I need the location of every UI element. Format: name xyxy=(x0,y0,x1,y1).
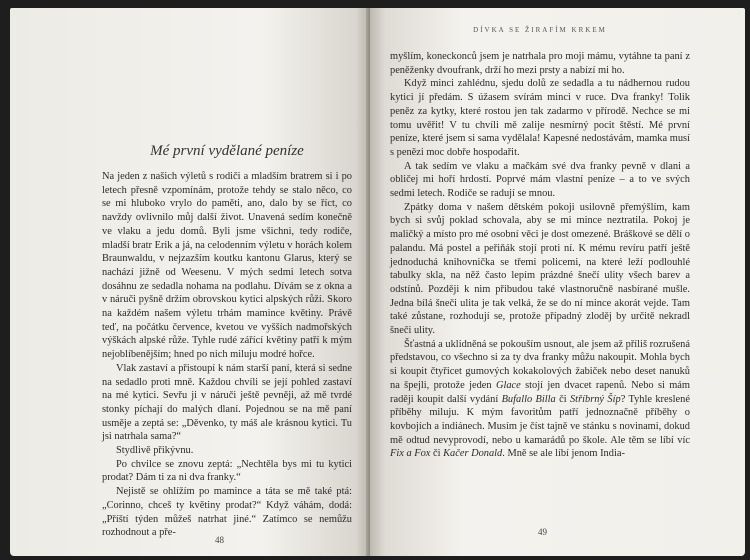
text-run: ? Tyhle kreslené příběhy miluju. K mým favoritům patří jednoznačně příběhy o kovbojích a indiánech. Musím je číst tajně ve stánku s novinami, dokud mě odtud nevyprovodí, nebo u kamarádů po škole. Ale těm se líbí víc xyxy=(390,393,690,446)
page-number: 49 xyxy=(538,527,547,537)
right-page xyxy=(370,8,745,556)
paragraph: Nejistě se ohlížím po mamince a táta se mě také ptá: „Corinno, chceš ty květiny prodat?“ Když váhám, dodá: „Příští týden můžeš natrhat jiné.“ Zatímco se nemůžu rozhodnout a pře- xyxy=(102,486,352,539)
chapter-title: Mé první vydělané peníze xyxy=(150,143,304,159)
paragraph: Stydlivě přikývnu. xyxy=(116,445,194,457)
italic-title: Glace xyxy=(495,379,521,391)
paragraph: myšlím, koneckonců jsem je natrhala pro moji mámu, vytáhne ta paní z peněženky dvoufrank, drží ho mezi prsty a nabízí mi ho. xyxy=(390,51,690,76)
italic-title: Fix a Fox xyxy=(390,448,431,460)
text-run: Šťastná a uklidněná se pokouším usnout, ale jsem až příliš rozrušená představou, co všechno si za ty dva franky můžu nakoupit. Mohla bych si koupit čtyřicet gumových kokakolových žabiček nebo deset nanuků na špejli, protože jeden xyxy=(390,338,690,391)
paragraph: Na jeden z našich výletů s rodiči a mladším bratrem si i po letech přesně vzpomínám, protože tehdy se stalo něco, co se mi hluboko vrylo do paměti, ano, dalo by se říct, co navždy ovlivnilo můj další život. Unavená sedím konečně ve vlaku a jedu domů. Byli jsme všichni, tedy rodiče, mladší bratr Erik a já, na celodenním výletu v horách kolem Braunwaldu, v nejzazším koutku kantonu Glarus, který se nachází jižně od Weesenu. V mých sedmi letech sotva dosáhnu ze sedadla nohama na podlahu. Dívám se z okna a v náruči pyšně držím obrovskou kytici alpských růží. Skoro na každém našem výletu trhám mamince květiny. Právě teď, na počátku července, kvetou ve vyšších nadmořských výškách alpské růže. Tyhle rudé zářící květiny patří k mým nejoblíbenějším; hned po nich miluju modré hořce. xyxy=(102,171,352,361)
italic-title: Kačer Donald xyxy=(443,448,503,460)
paragraph: Zpátky doma v našem dětském pokoji usilovně přemýšlím, kam bych si svůj poklad schovala, aby se mi mince neztratila. Pokoj je maličký a místo pro mé osobní věci je dost omezené. Bráškové se dělí o palandu. Má postel a peřiňák stojí proti ní. K mému revíru patří ještě jednoduchá knihovnička se třemi policemi, na které leží podlouhlé tabulky skla, na něž často lepím prázdné šnečí ulity všech barev a odstínů. Později k nim přibudou také vlastnoručně nasbírané mušle. Jedna bílá šneči ulita je tak velká, že se do ní mince akorát vejde. Tam také zůstane, rozhodují se, protože případný zloděj by určitě nekradl šneči ulity. xyxy=(390,201,690,337)
paragraph: A tak sedím ve vlaku a mačkám své dva franky pevně v dlani a obličej mi hoří hrdostí. Poprvé mám vlastní peníze – a to ve svých sedmi letech. Rodiče se radují se mnou. xyxy=(390,160,690,200)
left-page-text xyxy=(102,170,352,540)
text-run: či xyxy=(430,448,444,460)
left-page xyxy=(10,8,370,556)
italic-title: Bufallo Billa xyxy=(501,393,556,405)
paragraph: Když minci zahlédnu, sjedu dolů ze sedadla a tu nádhernou rudou kytici jí předám. S úžasem svírám minci v ruce. Dva franky! Tolik peněz za kytky, které rostou jen tak zadarmo v přírodě. Nechce se mi tomu uvěřit! V tu chvíli mě zalije nesmírný pocit štěstí. Mé první peníze, které jsem si sama vydělala! Kapesné nedostávám, mamka musí s penězi moc dobře hospodařit. xyxy=(390,78,690,158)
paragraph: Po chvilce se znovu zeptá: „Nechtěla bys mi tu kytici prodat? Dám ti za ni dva franky.“ xyxy=(102,458,352,484)
text-run: či xyxy=(555,393,570,405)
text-run: . Mně se ale líbí jenom India- xyxy=(502,448,625,460)
italic-title: Stříbrný Šíp xyxy=(569,393,621,405)
running-head: DÍVKA SE ŽIRAFÍM KRKEM xyxy=(473,26,607,34)
paragraph xyxy=(390,338,690,461)
paragraph: Vlak zastaví a přistoupí k nám starší paní, která si sedne na sedadlo proti mně. Každou chvíli se její pohled zastaví na mé kytici. Sevřu ji v náruči ještě pevněji, až mě tvrdé stonky píchají do malých dlaní. Pojednou se na mě paní usměje a zeptá se: „Děvenko, ty máš ale krásnou kytici. Tu jsi natrhala sama?“ xyxy=(102,362,352,443)
text-run: stojí jen dvacet rapenů. Nebo si mám raději koupit další vydání xyxy=(390,379,690,405)
page-number: 48 xyxy=(215,535,224,545)
right-page-text xyxy=(390,50,690,461)
